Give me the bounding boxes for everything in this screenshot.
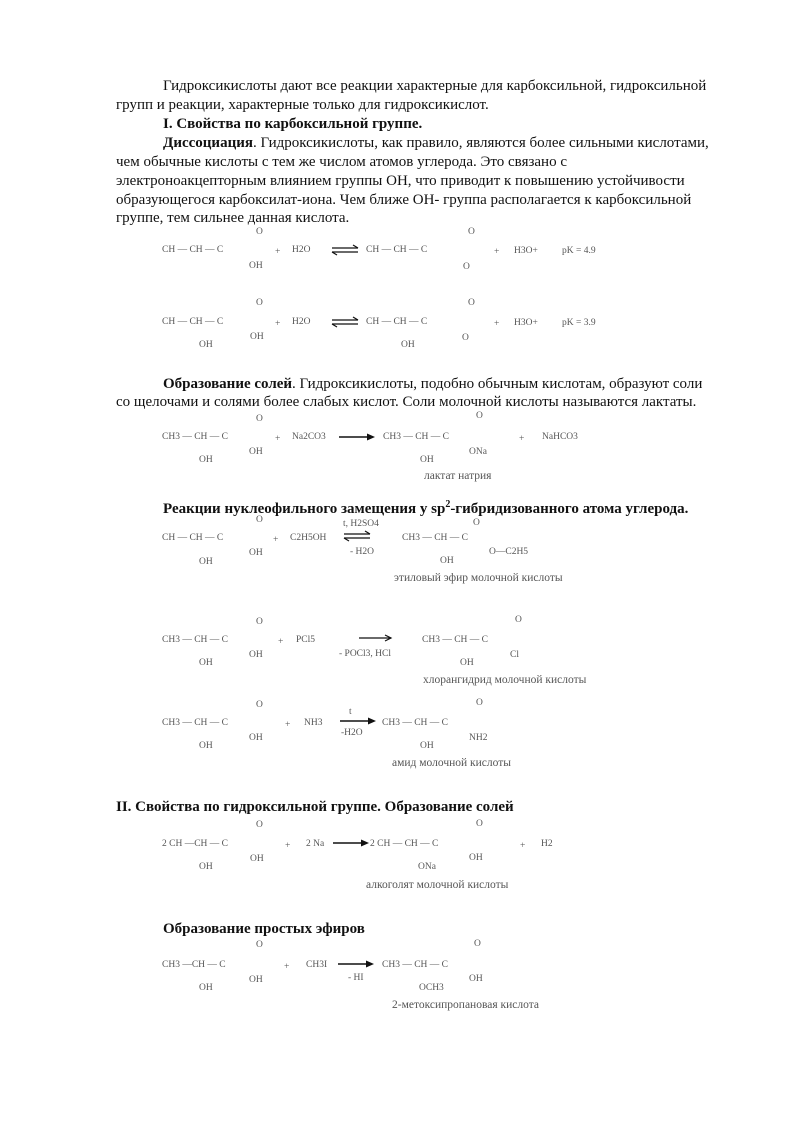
dissociation-line-2: чем обычные кислоты с тем же числом атомов углерода. Это связано с xyxy=(116,154,567,170)
equilibrium-arrow xyxy=(332,317,360,327)
salts-term: Образование солей xyxy=(163,376,293,392)
intro-line-2: групп и реакции, характерные только для гидроксикислот. xyxy=(116,97,489,113)
dissociation-line-4: образующегося карбоксилат-иона. Чем ближе ОН- группа располагается к карбоксильной xyxy=(116,192,692,208)
reaction-arrow xyxy=(333,838,369,848)
section-1-heading: I. Свойства по карбоксильной группе. xyxy=(163,116,423,132)
reaction-arrow xyxy=(359,634,393,642)
ethers-heading: Образование простых эфиров xyxy=(163,921,365,937)
salts-line-1: Образование солей. Гидроксикислоты, подобно обычным кислотам, образуют соли xyxy=(163,376,703,392)
equilibrium-arrow xyxy=(332,245,360,255)
dissociation-term: Диссоциация xyxy=(163,135,253,151)
dissociation-line-3: электроноакцепторным влиянием группы ОН, что приводит к повышению устойчивости xyxy=(116,173,685,189)
dissociation-line-5: группе, тем сильнее данная кислота. xyxy=(116,210,350,226)
reaction-arrow xyxy=(340,716,376,726)
equilibrium-arrow xyxy=(344,531,372,541)
reaction-arrow xyxy=(339,432,375,442)
intro-line-1: Гидроксикислоты дают все реакции характерные для карбоксильной, гидроксильной xyxy=(163,78,707,94)
dissociation-line-1: Диссоциация. Гидроксикислоты, как правило, являются более сильными кислотами, xyxy=(163,135,709,151)
nucleophilic-heading: Реакции нуклеофильного замещения у $sp^2$-гибридизованного атома углерода. xyxy=(163,499,689,517)
section-2-heading: II. Свойства по гидроксильной группе. Образование солей xyxy=(116,799,514,815)
salts-line-2: со щелочами и солями более слабых кислот. Соли молочной кислоты называются лактаты. xyxy=(116,394,697,410)
reaction-arrow xyxy=(338,959,374,969)
